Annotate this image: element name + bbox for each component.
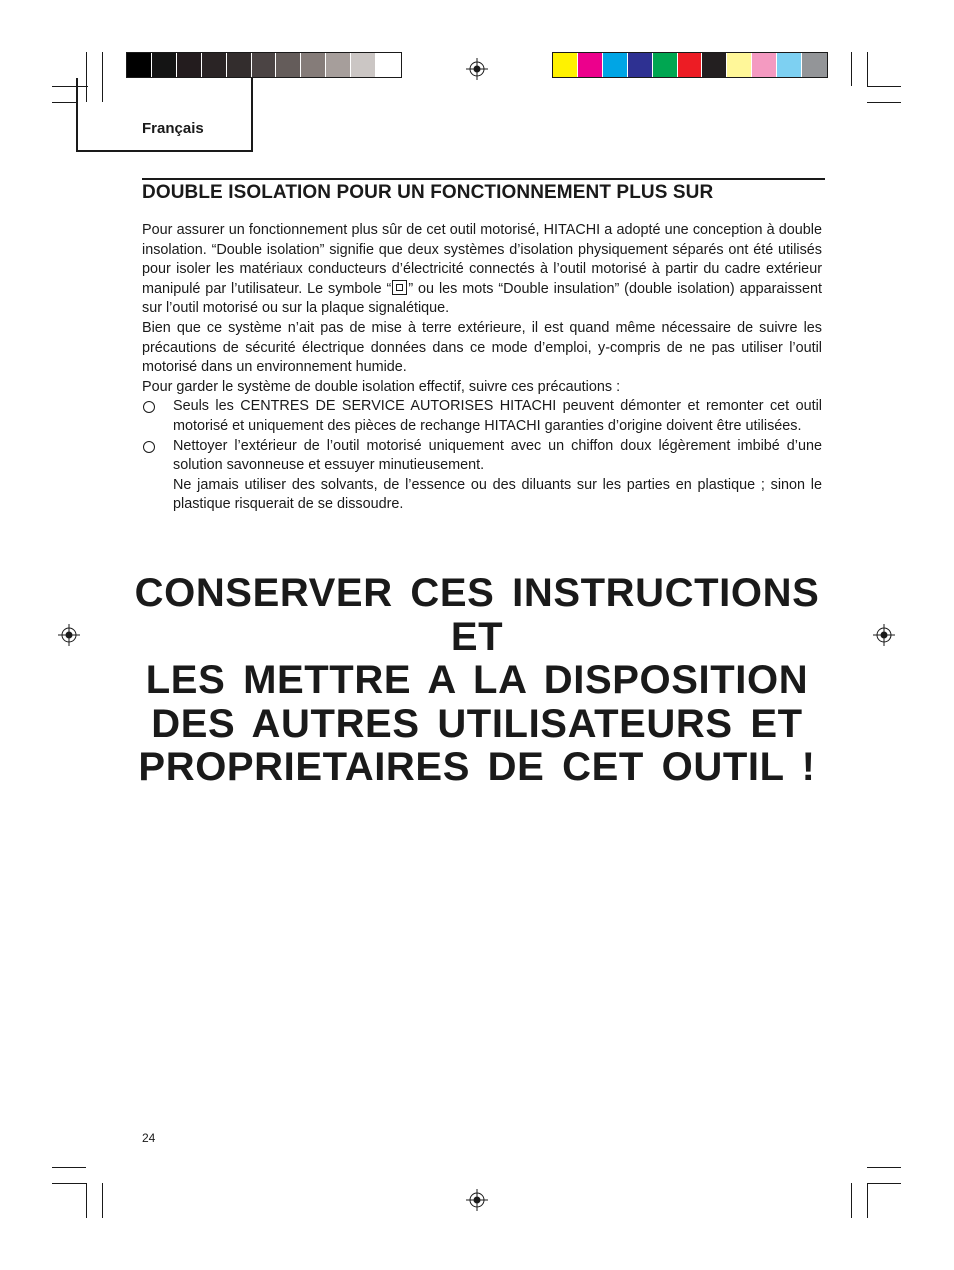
process-color-bar: [552, 52, 828, 78]
circle-bullet-icon: [143, 441, 155, 453]
list-item: Nettoyer l’extérieur de l’outil motorisé uniquement avec un chiffon doux légèrement imbibé d’une solution savonneuse et essuyer minutieusement. Ne jamais utiliser des solvants, de l’essence ou des diluants sur les parties en plastique ; sinon le plastique risquerait de se dissoudre.: [142, 437, 822, 515]
crop-mark: [867, 52, 868, 86]
color-swatch: [553, 53, 578, 77]
crop-mark: [867, 86, 901, 87]
color-swatch: [326, 53, 351, 77]
headline-line: LES METTRE A LA DISPOSITION: [145, 658, 809, 702]
crop-mark: [851, 1183, 852, 1218]
section-title: DOUBLE ISOLATION POUR UN FONCTIONNEMENT PLUS SUR: [142, 182, 714, 203]
color-swatch: [301, 53, 326, 77]
color-swatch: [802, 53, 827, 77]
language-label: Français: [142, 120, 204, 137]
grayscale-color-bar: [126, 52, 402, 78]
headline-line: ET: [450, 614, 504, 659]
crop-mark: [867, 102, 901, 103]
color-swatch: [603, 53, 628, 77]
color-swatch: [727, 53, 752, 77]
list-item: Seuls les CENTRES DE SERVICE AUTORISES HITACHI peuvent démonter et remonter cet outil motorisé et uniquement des pièces de rechange HITACHI garanties d’origine doivent être utilisées.: [142, 397, 822, 436]
crop-mark: [52, 1183, 86, 1184]
color-swatch: [702, 53, 727, 77]
crop-mark: [867, 1167, 901, 1168]
color-swatch: [777, 53, 802, 77]
color-swatch: [202, 53, 227, 77]
paragraph-precautions-intro: Pour garder le système de double isolation effectif, suivre ces précautions :: [142, 378, 621, 395]
crop-mark: [851, 52, 852, 86]
crop-mark: [867, 1183, 901, 1184]
crop-mark: [86, 1183, 87, 1218]
headline-line: PROPRIETAIRES DE CET OUTIL !: [138, 745, 816, 789]
language-tab: [76, 78, 253, 152]
color-swatch: [578, 53, 603, 77]
paragraph-intro: Pour assurer un fonctionnement plus sûr de cet outil motorisé, HITACHI a adopté une conception à double insolation. “Double isolation” signifie que deux systèmes d’isolation physiquement séparés ont été utilisés pour isoler les matériaux conducteurs d’électricité connectés à l’outil motorisé à partir du cadre extérieur manipulé par l’utilisateur. Le symbole “ ” ou les mots “Double insulation” (double isolation) apparaissent sur l’outil motorisé ou sur la plaque signalétique.: [142, 222, 822, 317]
crop-mark: [867, 1183, 868, 1218]
registration-target-icon: [466, 1189, 488, 1211]
registration-target-icon: [873, 624, 895, 646]
color-swatch: [152, 53, 177, 77]
circle-bullet-icon: [143, 401, 155, 413]
color-swatch: [653, 53, 678, 77]
paragraph-grounding: Bien que ce système n’ait pas de mise à terre extérieure, il est quand même nécessaire de suivre les précautions de sécurité électrique données dans ce mode d’emploi, y-compris de ne pas utiliser l’outil motorisé dans un environnement humide.: [142, 319, 822, 376]
crop-mark: [102, 1183, 103, 1218]
save-instructions-headline: [100, 572, 854, 790]
section-rule: [142, 178, 825, 180]
color-swatch: [227, 53, 252, 77]
crop-mark: [52, 1167, 86, 1168]
section-body: [142, 221, 822, 515]
crop-mark: [52, 102, 76, 103]
color-swatch: [252, 53, 277, 77]
color-swatch: [351, 53, 376, 77]
headline-line: CONSERVER CES INSTRUCTIONS: [134, 571, 820, 615]
page-number: 24: [142, 1131, 156, 1145]
registration-target-icon: [466, 58, 488, 80]
color-swatch: [678, 53, 703, 77]
registration-target-icon: [58, 624, 80, 646]
color-swatch: [628, 53, 653, 77]
color-swatch: [752, 53, 777, 77]
color-swatch: [276, 53, 301, 77]
headline-line: DES AUTRES UTILISATEURS ET: [151, 701, 803, 746]
double-square-icon: [392, 280, 407, 295]
color-swatch: [376, 53, 401, 77]
color-swatch: [127, 53, 152, 77]
color-swatch: [177, 53, 202, 77]
